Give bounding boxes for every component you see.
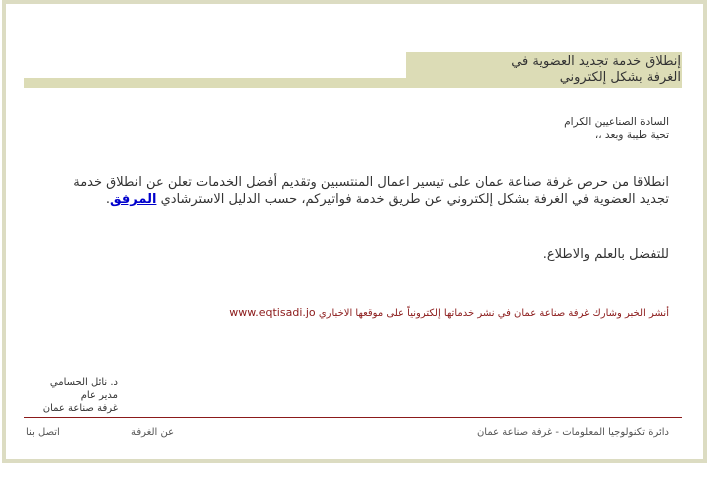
share-text: أنشر الخبر وشارك غرفة صناعة عمان في نشر خدماتها إلكترونياً على موقعها الاخباري: [318, 308, 669, 319]
greeting: [564, 116, 669, 142]
announcement-body: [47, 174, 669, 208]
contact-link[interactable]: اتصل بنا: [26, 427, 60, 438]
signature-block: [26, 376, 118, 415]
page-title: [421, 54, 681, 86]
news-site-link[interactable]: www.eqtisadi.jo: [229, 306, 316, 319]
signature-name: د. نائل الحسامي: [49, 377, 118, 388]
attachment-link[interactable]: المرفق: [110, 192, 157, 207]
signature-role: مدير عام: [80, 390, 118, 401]
footer-divider: [24, 417, 682, 418]
greeting-line-1: السادة الصناعيين الكرام: [564, 116, 669, 128]
title-line-2: الغرفة بشكل إلكتروني: [559, 70, 681, 85]
footer-department: دائرة تكنولوجيا المعلومات - غرفة صناعة عمان: [476, 427, 669, 438]
signature-org: غرفة صناعة عمان: [42, 403, 118, 414]
announcement-end: .: [105, 192, 111, 207]
greeting-line-2: تحية طيبة وبعد ،،: [594, 129, 669, 141]
about-link[interactable]: عن الغرفة: [131, 427, 175, 438]
announcement-text: انطلاقا من حرص غرفة صناعة عمان على تيسير اعمال المنتسبين وتقديم أفضل الخدمات تعلن عن انطلاق خدمة تجديد العضوية في الغرفة بشكل إلكتروني عن طريق خدمة فواتيركم، حسب الدليل الاسترشادي: [73, 175, 669, 207]
closing-line: للتفضل بالعلم والاطلاع.: [542, 247, 669, 262]
share-notice: [229, 306, 669, 320]
title-line-1: إنطلاق خدمة تجديد العضوية في: [511, 54, 681, 69]
